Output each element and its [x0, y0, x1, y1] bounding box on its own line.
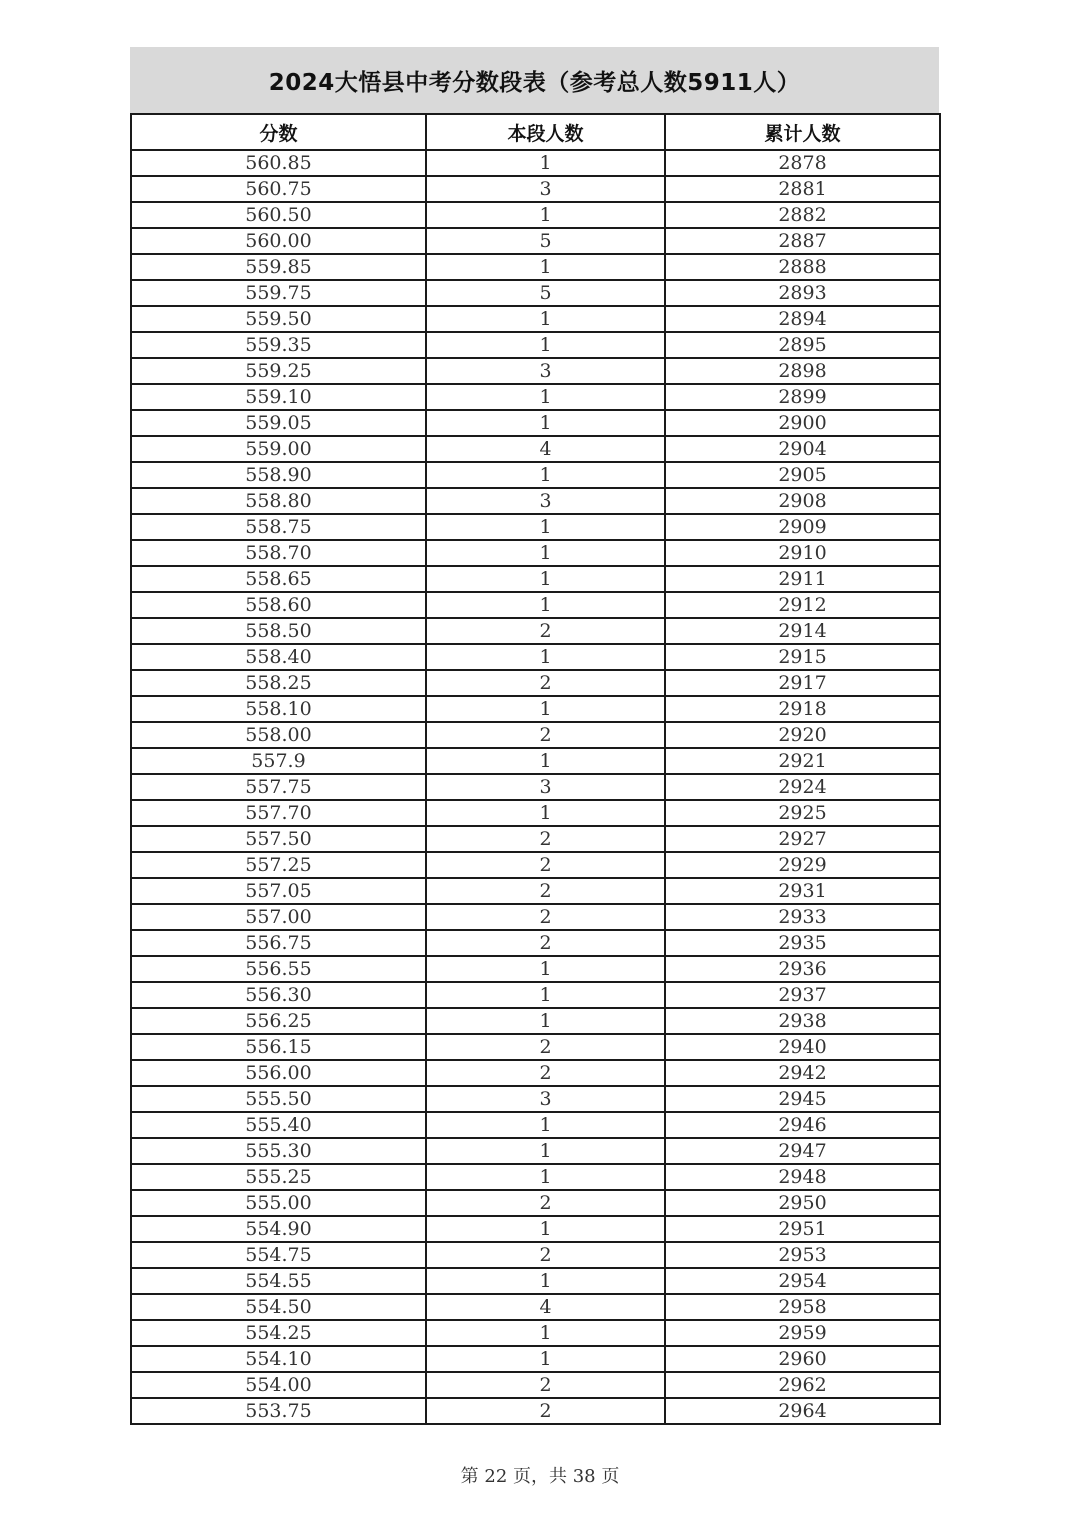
segment-count-cell: 1	[426, 332, 665, 358]
table-row	[131, 1320, 940, 1346]
cumulative-count-cell: 2964	[665, 1398, 940, 1424]
segment-count-cell: 1	[426, 462, 665, 488]
segment-count-cell: 2	[426, 618, 665, 644]
cumulative-count-cell: 2936	[665, 956, 940, 982]
score-cell: 553.75	[131, 1398, 426, 1424]
score-cell: 556.00	[131, 1060, 426, 1086]
table-row	[131, 358, 940, 384]
score-cell: 555.00	[131, 1190, 426, 1216]
table-row	[131, 1060, 940, 1086]
segment-count-cell: 1	[426, 1008, 665, 1034]
cumulative-count-cell: 2938	[665, 1008, 940, 1034]
score-cell: 554.50	[131, 1294, 426, 1320]
table-row	[131, 1346, 940, 1372]
segment-count-cell: 2	[426, 930, 665, 956]
segment-count-cell: 3	[426, 1086, 665, 1112]
cumulative-count-cell: 2917	[665, 670, 940, 696]
score-cell: 558.50	[131, 618, 426, 644]
segment-count-cell: 2	[426, 904, 665, 930]
segment-count-cell: 1	[426, 514, 665, 540]
segment-count-cell: 1	[426, 1346, 665, 1372]
cumulative-count-cell: 2945	[665, 1086, 940, 1112]
score-cell: 560.00	[131, 228, 426, 254]
cumulative-count-cell: 2915	[665, 644, 940, 670]
segment-count-cell: 3	[426, 176, 665, 202]
cumulative-count-cell: 2893	[665, 280, 940, 306]
segment-count-cell: 1	[426, 1138, 665, 1164]
score-cell: 558.70	[131, 540, 426, 566]
cumulative-count-cell: 2912	[665, 592, 940, 618]
score-cell: 559.75	[131, 280, 426, 306]
segment-count-cell: 4	[426, 1294, 665, 1320]
score-cell: 559.05	[131, 410, 426, 436]
segment-count-cell: 1	[426, 696, 665, 722]
table-row	[131, 488, 940, 514]
cumulative-count-cell: 2948	[665, 1164, 940, 1190]
table-row	[131, 1398, 940, 1424]
table-row	[131, 592, 940, 618]
score-cell: 554.25	[131, 1320, 426, 1346]
score-cell: 554.10	[131, 1346, 426, 1372]
score-cell: 560.50	[131, 202, 426, 228]
table-row	[131, 254, 940, 280]
table-row	[131, 1372, 940, 1398]
score-cell: 556.30	[131, 982, 426, 1008]
score-cell: 559.50	[131, 306, 426, 332]
segment-count-cell: 1	[426, 800, 665, 826]
table-row	[131, 1138, 940, 1164]
table-row	[131, 1242, 940, 1268]
cumulative-count-cell: 2924	[665, 774, 940, 800]
table-row	[131, 280, 940, 306]
segment-count-cell: 5	[426, 228, 665, 254]
score-distribution-table	[130, 113, 941, 1425]
table-row	[131, 930, 940, 956]
cumulative-count-cell: 2925	[665, 800, 940, 826]
table-row	[131, 748, 940, 774]
segment-count-cell: 1	[426, 644, 665, 670]
cumulative-count-cell: 2918	[665, 696, 940, 722]
score-cell: 557.9	[131, 748, 426, 774]
segment-count-cell: 1	[426, 540, 665, 566]
score-cell: 557.25	[131, 852, 426, 878]
table-row	[131, 436, 940, 462]
table-row	[131, 384, 940, 410]
segment-count-cell: 2	[426, 878, 665, 904]
cumulative-count-cell: 2946	[665, 1112, 940, 1138]
cumulative-count-cell: 2940	[665, 1034, 940, 1060]
score-cell: 555.40	[131, 1112, 426, 1138]
cumulative-count-cell: 2895	[665, 332, 940, 358]
cumulative-count-cell: 2962	[665, 1372, 940, 1398]
segment-count-cell: 2	[426, 1190, 665, 1216]
segment-count-cell: 2	[426, 1034, 665, 1060]
score-cell: 559.00	[131, 436, 426, 462]
cumulative-count-cell: 2933	[665, 904, 940, 930]
header-score: 分数	[131, 114, 426, 150]
segment-count-cell: 1	[426, 384, 665, 410]
segment-count-cell: 1	[426, 592, 665, 618]
table-row	[131, 618, 940, 644]
cumulative-count-cell: 2899	[665, 384, 940, 410]
table-row	[131, 462, 940, 488]
cumulative-count-cell: 2888	[665, 254, 940, 280]
table-row	[131, 774, 940, 800]
table-row	[131, 878, 940, 904]
segment-count-cell: 3	[426, 774, 665, 800]
cumulative-count-cell: 2920	[665, 722, 940, 748]
table-row	[131, 1216, 940, 1242]
cumulative-count-cell: 2958	[665, 1294, 940, 1320]
score-cell: 559.10	[131, 384, 426, 410]
cumulative-count-cell: 2914	[665, 618, 940, 644]
header-cumulative-count: 累计人数	[665, 114, 940, 150]
cumulative-count-cell: 2911	[665, 566, 940, 592]
score-cell: 558.60	[131, 592, 426, 618]
cumulative-count-cell: 2950	[665, 1190, 940, 1216]
score-cell: 557.00	[131, 904, 426, 930]
table-row	[131, 826, 940, 852]
table-row	[131, 566, 940, 592]
table-row	[131, 176, 940, 202]
table-body	[131, 150, 940, 1424]
cumulative-count-cell: 2882	[665, 202, 940, 228]
segment-count-cell: 1	[426, 748, 665, 774]
table-row	[131, 670, 940, 696]
score-cell: 557.75	[131, 774, 426, 800]
segment-count-cell: 1	[426, 1164, 665, 1190]
segment-count-cell: 2	[426, 1372, 665, 1398]
table-row	[131, 1164, 940, 1190]
cumulative-count-cell: 2894	[665, 306, 940, 332]
cumulative-count-cell: 2904	[665, 436, 940, 462]
score-cell: 555.50	[131, 1086, 426, 1112]
score-cell: 558.80	[131, 488, 426, 514]
segment-count-cell: 1	[426, 956, 665, 982]
segment-count-cell: 5	[426, 280, 665, 306]
table-row	[131, 1034, 940, 1060]
score-cell: 554.00	[131, 1372, 426, 1398]
score-cell: 558.25	[131, 670, 426, 696]
table-row	[131, 904, 940, 930]
segment-count-cell: 1	[426, 566, 665, 592]
score-cell: 555.25	[131, 1164, 426, 1190]
cumulative-count-cell: 2935	[665, 930, 940, 956]
table-row	[131, 228, 940, 254]
table-title: 2024大悟县中考分数段表（参考总人数5911人）	[130, 47, 939, 113]
score-cell: 556.15	[131, 1034, 426, 1060]
score-cell: 557.70	[131, 800, 426, 826]
score-cell: 558.40	[131, 644, 426, 670]
table-row	[131, 1294, 940, 1320]
segment-count-cell: 2	[426, 670, 665, 696]
table-row	[131, 1008, 940, 1034]
segment-count-cell: 1	[426, 982, 665, 1008]
segment-count-cell: 2	[426, 1398, 665, 1424]
cumulative-count-cell: 2898	[665, 358, 940, 384]
cumulative-count-cell: 2900	[665, 410, 940, 436]
table-row	[131, 332, 940, 358]
header-row	[131, 114, 940, 150]
cumulative-count-cell: 2905	[665, 462, 940, 488]
table-row	[131, 956, 940, 982]
cumulative-count-cell: 2953	[665, 1242, 940, 1268]
score-cell: 558.75	[131, 514, 426, 540]
cumulative-count-cell: 2929	[665, 852, 940, 878]
cumulative-count-cell: 2908	[665, 488, 940, 514]
segment-count-cell: 1	[426, 150, 665, 176]
table-row	[131, 514, 940, 540]
score-cell: 556.75	[131, 930, 426, 956]
score-cell: 554.55	[131, 1268, 426, 1294]
cumulative-count-cell: 2947	[665, 1138, 940, 1164]
cumulative-count-cell: 2951	[665, 1216, 940, 1242]
cumulative-count-cell: 2909	[665, 514, 940, 540]
score-cell: 554.90	[131, 1216, 426, 1242]
score-cell: 556.55	[131, 956, 426, 982]
table-row	[131, 150, 940, 176]
table-row	[131, 1112, 940, 1138]
cumulative-count-cell: 2960	[665, 1346, 940, 1372]
cumulative-count-cell: 2881	[665, 176, 940, 202]
cumulative-count-cell: 2921	[665, 748, 940, 774]
score-cell: 556.25	[131, 1008, 426, 1034]
page-footer: 第 22 页，共 38 页	[460, 1466, 620, 1487]
cumulative-count-cell: 2910	[665, 540, 940, 566]
table-row	[131, 540, 940, 566]
segment-count-cell: 1	[426, 410, 665, 436]
segment-count-cell: 1	[426, 1112, 665, 1138]
score-cell: 558.65	[131, 566, 426, 592]
table-row	[131, 722, 940, 748]
cumulative-count-cell: 2878	[665, 150, 940, 176]
segment-count-cell: 2	[426, 1242, 665, 1268]
cumulative-count-cell: 2931	[665, 878, 940, 904]
score-cell: 560.75	[131, 176, 426, 202]
segment-count-cell: 1	[426, 254, 665, 280]
score-cell: 559.25	[131, 358, 426, 384]
segment-count-cell: 3	[426, 358, 665, 384]
score-cell: 559.35	[131, 332, 426, 358]
score-cell: 558.10	[131, 696, 426, 722]
table-row	[131, 1190, 940, 1216]
segment-count-cell: 2	[426, 1060, 665, 1086]
table-row	[131, 644, 940, 670]
table-row	[131, 982, 940, 1008]
score-cell: 557.05	[131, 878, 426, 904]
cumulative-count-cell: 2942	[665, 1060, 940, 1086]
segment-count-cell: 1	[426, 1268, 665, 1294]
segment-count-cell: 1	[426, 1216, 665, 1242]
score-cell: 555.30	[131, 1138, 426, 1164]
cumulative-count-cell: 2959	[665, 1320, 940, 1346]
cumulative-count-cell: 2887	[665, 228, 940, 254]
segment-count-cell: 2	[426, 826, 665, 852]
segment-count-cell: 2	[426, 852, 665, 878]
segment-count-cell: 1	[426, 202, 665, 228]
score-cell: 558.90	[131, 462, 426, 488]
table-row	[131, 696, 940, 722]
header-segment-count: 本段人数	[426, 114, 665, 150]
score-cell: 554.75	[131, 1242, 426, 1268]
cumulative-count-cell: 2927	[665, 826, 940, 852]
segment-count-cell: 4	[426, 436, 665, 462]
segment-count-cell: 2	[426, 722, 665, 748]
table-row	[131, 410, 940, 436]
score-cell: 558.00	[131, 722, 426, 748]
cumulative-count-cell: 2954	[665, 1268, 940, 1294]
score-cell: 560.85	[131, 150, 426, 176]
cumulative-count-cell: 2937	[665, 982, 940, 1008]
segment-count-cell: 3	[426, 488, 665, 514]
score-table-sheet	[130, 47, 939, 1425]
table-row	[131, 306, 940, 332]
table-row	[131, 800, 940, 826]
table-row	[131, 1086, 940, 1112]
segment-count-cell: 1	[426, 1320, 665, 1346]
table-row	[131, 852, 940, 878]
score-cell: 559.85	[131, 254, 426, 280]
segment-count-cell: 1	[426, 306, 665, 332]
table-row	[131, 202, 940, 228]
table-row	[131, 1268, 940, 1294]
score-cell: 557.50	[131, 826, 426, 852]
